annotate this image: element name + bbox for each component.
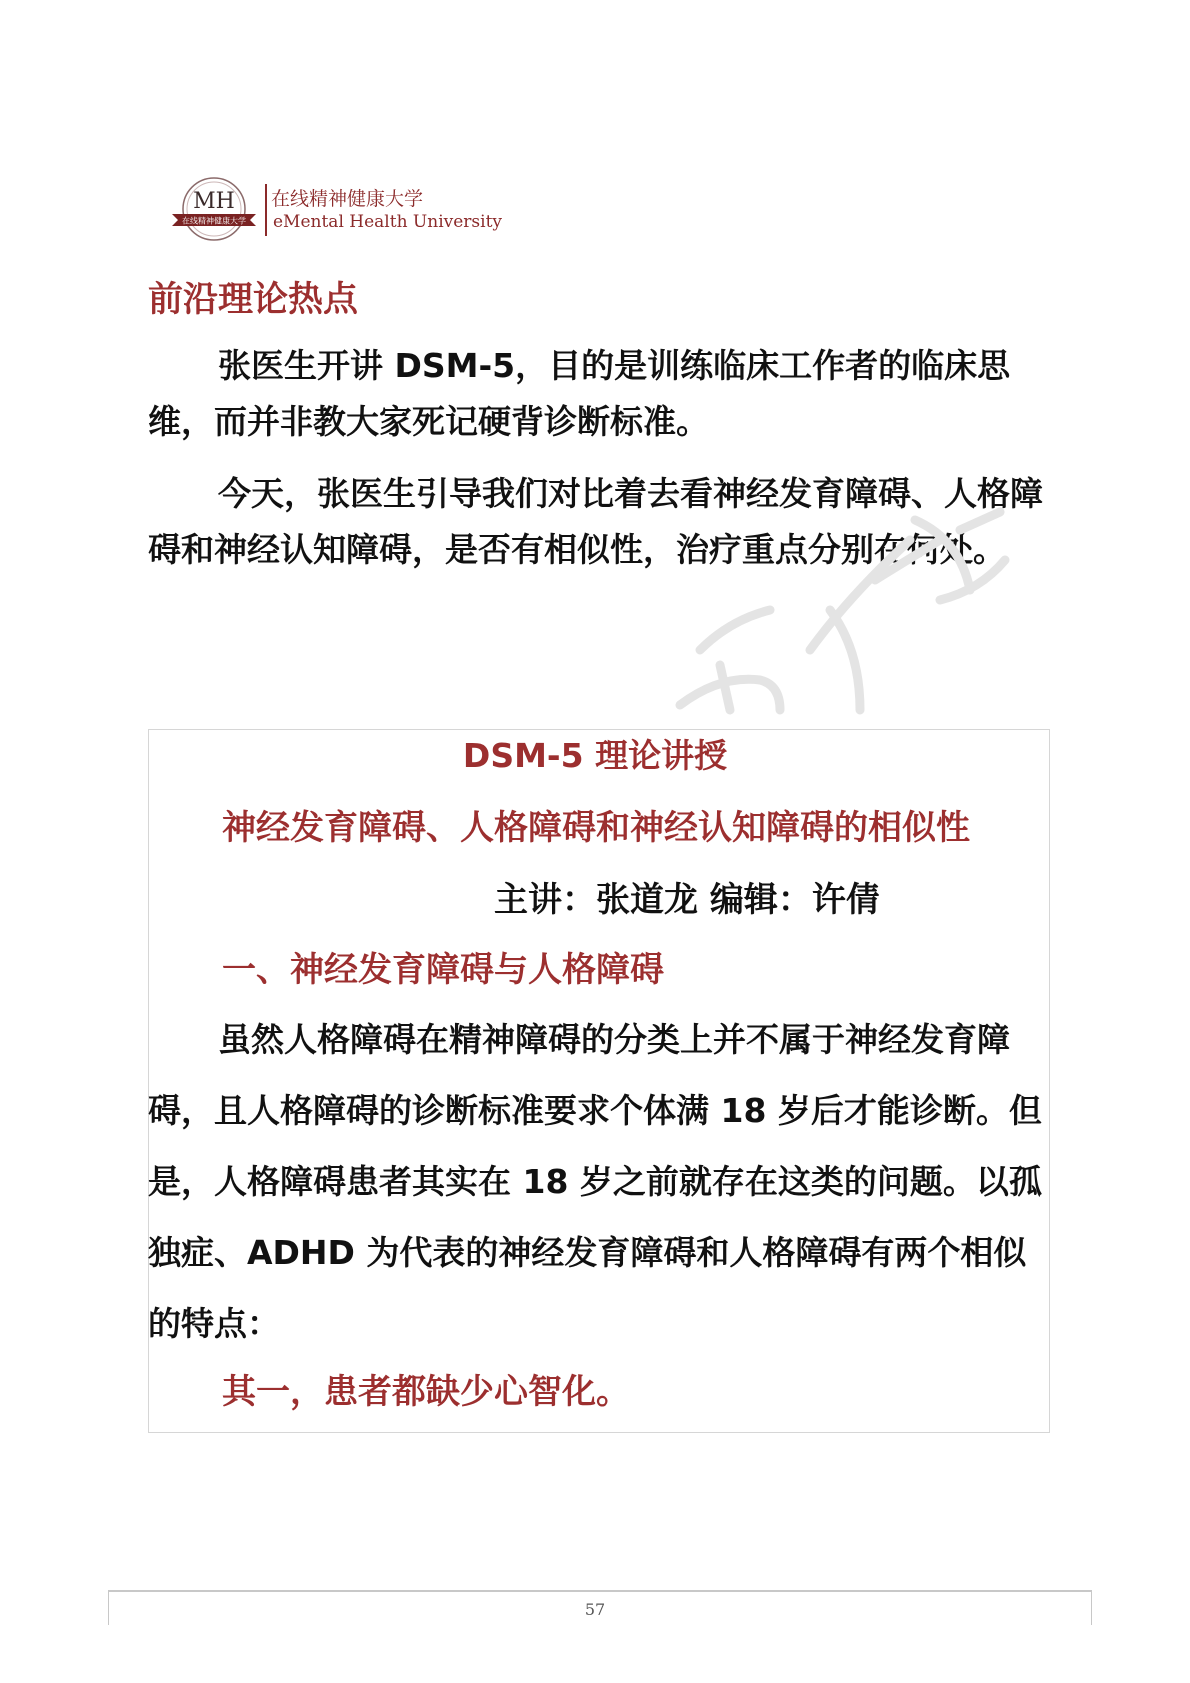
- section-heading: 前沿理论热点: [148, 280, 359, 320]
- intro-paragraph-2-text: 今天，张医生引导我们对比着去看神经发育障碍、人格障碍和神经认知障碍，是否有相似性，治疗重点分别在何处。: [148, 474, 1043, 569]
- intro-paragraph-1-text: 张医生开讲 DSM-5，目的是训练临床工作者的临床思维，而并非教大家死记硬背诊断标准。: [148, 346, 1011, 441]
- logo-ribbon-text: 在线精神健康大学: [182, 216, 246, 226]
- article-title: DSM-5 理论讲授: [462, 736, 728, 775]
- article-subtitle: 神经发育障碍、人格障碍和神经认知障碍的相似性: [222, 808, 970, 848]
- article-section-title: 一、神经发育障碍与人格障碍: [222, 950, 664, 990]
- logo-monogram: MH: [193, 189, 235, 214]
- article-body: [148, 1004, 1048, 1359]
- university-logo: [170, 176, 503, 246]
- logo-divider: [265, 184, 267, 236]
- intro-paragraph-1: [148, 338, 1048, 450]
- article-authors: 主讲：张道龙 编辑：许倩: [494, 880, 880, 920]
- logo-name-en: eMental Health University: [273, 212, 503, 232]
- footer-rule: [108, 1590, 1092, 1592]
- logo-name-cn: 在线精神健康大学: [271, 188, 424, 210]
- page-number: 57: [584, 1600, 606, 1619]
- article-point-one: 其一，患者都缺少心智化。: [222, 1372, 630, 1412]
- calligraphy-watermark: [660, 500, 1020, 730]
- article-body-text: 虽然人格障碍在精神障碍的分类上并不属于神经发育障碍，且人格障碍的诊断标准要求个体满 18 岁后才能诊断。但是，人格障碍患者其实在 18 岁之前就存在这类的问题。以孤独症、ADHD 为代表的神经发育障碍和人格障碍有两个相似的特点：: [148, 1020, 1042, 1343]
- mh-emblem-icon: [170, 176, 258, 246]
